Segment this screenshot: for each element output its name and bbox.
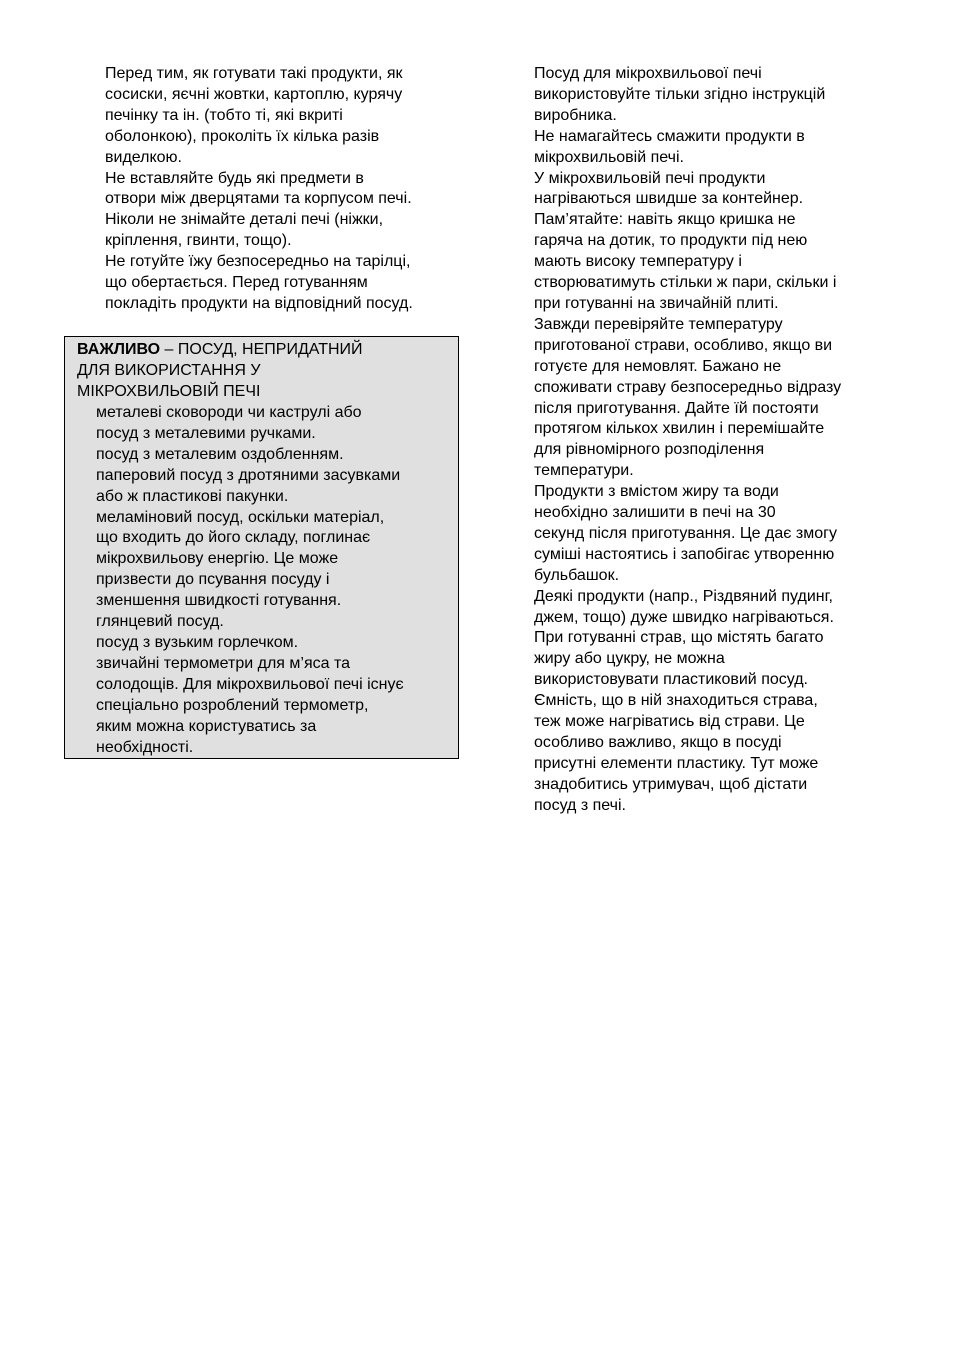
warning-item-line: посуд з металевим оздобленням. (96, 445, 344, 463)
warning-heading-text: – ПОСУД, НЕПРИДАТНИЙ (160, 341, 363, 358)
text-line: жиру або цукру, не можна (534, 650, 725, 668)
warning-heading-line: ДЛЯ ВИКОРИСТАННЯ У (77, 361, 261, 379)
warning-item-line: металеві сковороди чи каструлі або (96, 404, 362, 421)
warning-heading-line: МІКРОХВИЛЬОВІЙ ПЕЧІ (77, 382, 261, 400)
text-line: протягом кількох хвилин і перемішайте (534, 420, 825, 438)
text-line: для рівномірного розподілення (534, 441, 765, 459)
text-line: Не готуйте їжу безпосередньо на тарілці, (105, 253, 411, 271)
text-line: покладіть продукти на відповідний посуд. (105, 294, 413, 312)
text-line: що обертається. Перед готуванням (105, 274, 368, 292)
text-line: при готуванні на звичайній плиті. (534, 294, 779, 312)
text-line: секунд після приготування. Це дає змогу (534, 524, 837, 542)
text-line: споживати страву безпосередньо відразу (534, 378, 842, 396)
warning-heading-line (77, 340, 363, 361)
warning-item-line: призвести до псування посуду і (96, 571, 330, 589)
text-line: мають високу температуру і (534, 253, 742, 271)
text-line: сосиски, яєчні жовтки, картоплю, курячу (105, 85, 403, 103)
warning-item-line: або ж пластикові пакунки. (96, 487, 289, 505)
text-line: використовуйте тільки згідно інструкцій (534, 85, 826, 103)
text-line: Не намагайтесь смажити продукти в (534, 127, 805, 145)
text-line: температури. (534, 462, 634, 480)
text-line: Ємність, що в ній знаходиться страва, (534, 692, 818, 710)
warning-item-line: що входить до його складу, поглинає (96, 529, 371, 547)
text-line: Деякі продукти (напр., Різдвяний пудинг, (534, 587, 833, 605)
text-line: виробника. (534, 106, 617, 124)
text-line: Перед тим, як готувати такі продукти, як (105, 65, 403, 82)
text-line: приготованої страви, особливо, якщо ви (534, 336, 833, 354)
warning-item-line: яким можна користуватись за (96, 717, 317, 735)
warning-keyword: ВАЖЛИВО (77, 341, 161, 358)
text-line: печінку та ін. (тобто ті, які вкриті (105, 106, 343, 124)
text-line: гаряча на дотик, то продукти під нею (534, 232, 808, 250)
warning-item-line: спеціально розроблений термометр, (96, 696, 369, 714)
text-line: виделкою. (105, 148, 182, 166)
text-line: теж може нагріватись від страви. Це (534, 713, 805, 731)
text-line: необхідно залишити в печі на 30 (534, 504, 776, 522)
text-line: При готуванні страв, що містять багато (534, 629, 824, 647)
text-line: створюватимуть стільки ж пари, скільки і (534, 274, 837, 292)
text-line: використовувати пластиковий посуд. (534, 671, 808, 689)
text-line: отвори між дверцятами та корпусом печі. (105, 190, 412, 208)
text-line: особливо важливо, якщо в посуді (534, 734, 782, 751)
text-line: У мікрохвильовій печі продукти (534, 169, 766, 187)
text-line: мікрохвильовій печі. (534, 148, 684, 166)
warning-item-line: мікрохвильову енергію. Це може (96, 550, 339, 568)
warning-item-line: солодощів. Для мікрохвильової печі існує (96, 675, 404, 693)
text-line: Не вставляйте будь які предмети в (105, 169, 364, 187)
warning-item-line: необхідності. (96, 738, 194, 756)
text-line: Ніколи не знімайте деталі печі (ніжки, (105, 211, 384, 229)
text-line: після приготування. Дайте їй постояти (534, 399, 819, 417)
text-line: Пам’ятайте: навіть якщо кришка не (534, 211, 796, 229)
text-line: бульбашок. (534, 566, 620, 584)
warning-box (64, 336, 459, 759)
text-line: кріплення, гвинти, тощо). (105, 232, 292, 250)
text-line: присутні елементи пластику. Тут може (534, 754, 819, 772)
text-line: суміші настоятись і запобігає утворенню (534, 545, 835, 563)
text-line: Посуд для мікрохвильової печі (534, 65, 762, 82)
warning-item-line: паперовий посуд з дротяними засувками (96, 466, 401, 484)
right-column-text (534, 64, 934, 817)
warning-heading (77, 340, 363, 403)
warning-item-line: зменшення швидкості готування. (96, 592, 342, 610)
warning-item-line: глянцевий посуд. (96, 613, 224, 631)
warning-item-line: посуд з вузьким горлечком. (96, 633, 299, 651)
text-line: посуд з печі. (534, 796, 626, 814)
text-line: Продукти з вмістом жиру та води (534, 483, 779, 501)
text-line: оболонкою), проколіть їх кілька разів (105, 127, 380, 145)
left-column-text (105, 64, 475, 315)
text-line: готуєте для немовлят. Бажано не (534, 357, 782, 375)
text-line: нагріваються швидше за контейнер. (534, 190, 804, 208)
text-line: знадобитись утримувач, щоб дістати (534, 775, 808, 793)
warning-item-list (96, 403, 404, 758)
warning-item-line: звичайні термометри для м’яса та (96, 654, 350, 672)
warning-item-line: посуд з металевими ручками. (96, 424, 316, 442)
text-line: Завжди перевіряйте температуру (534, 315, 783, 333)
warning-item-line: меламіновий посуд, оскільки матеріал, (96, 508, 385, 526)
text-line: джем, тощо) дуже швидко нагріваються. (534, 608, 834, 626)
